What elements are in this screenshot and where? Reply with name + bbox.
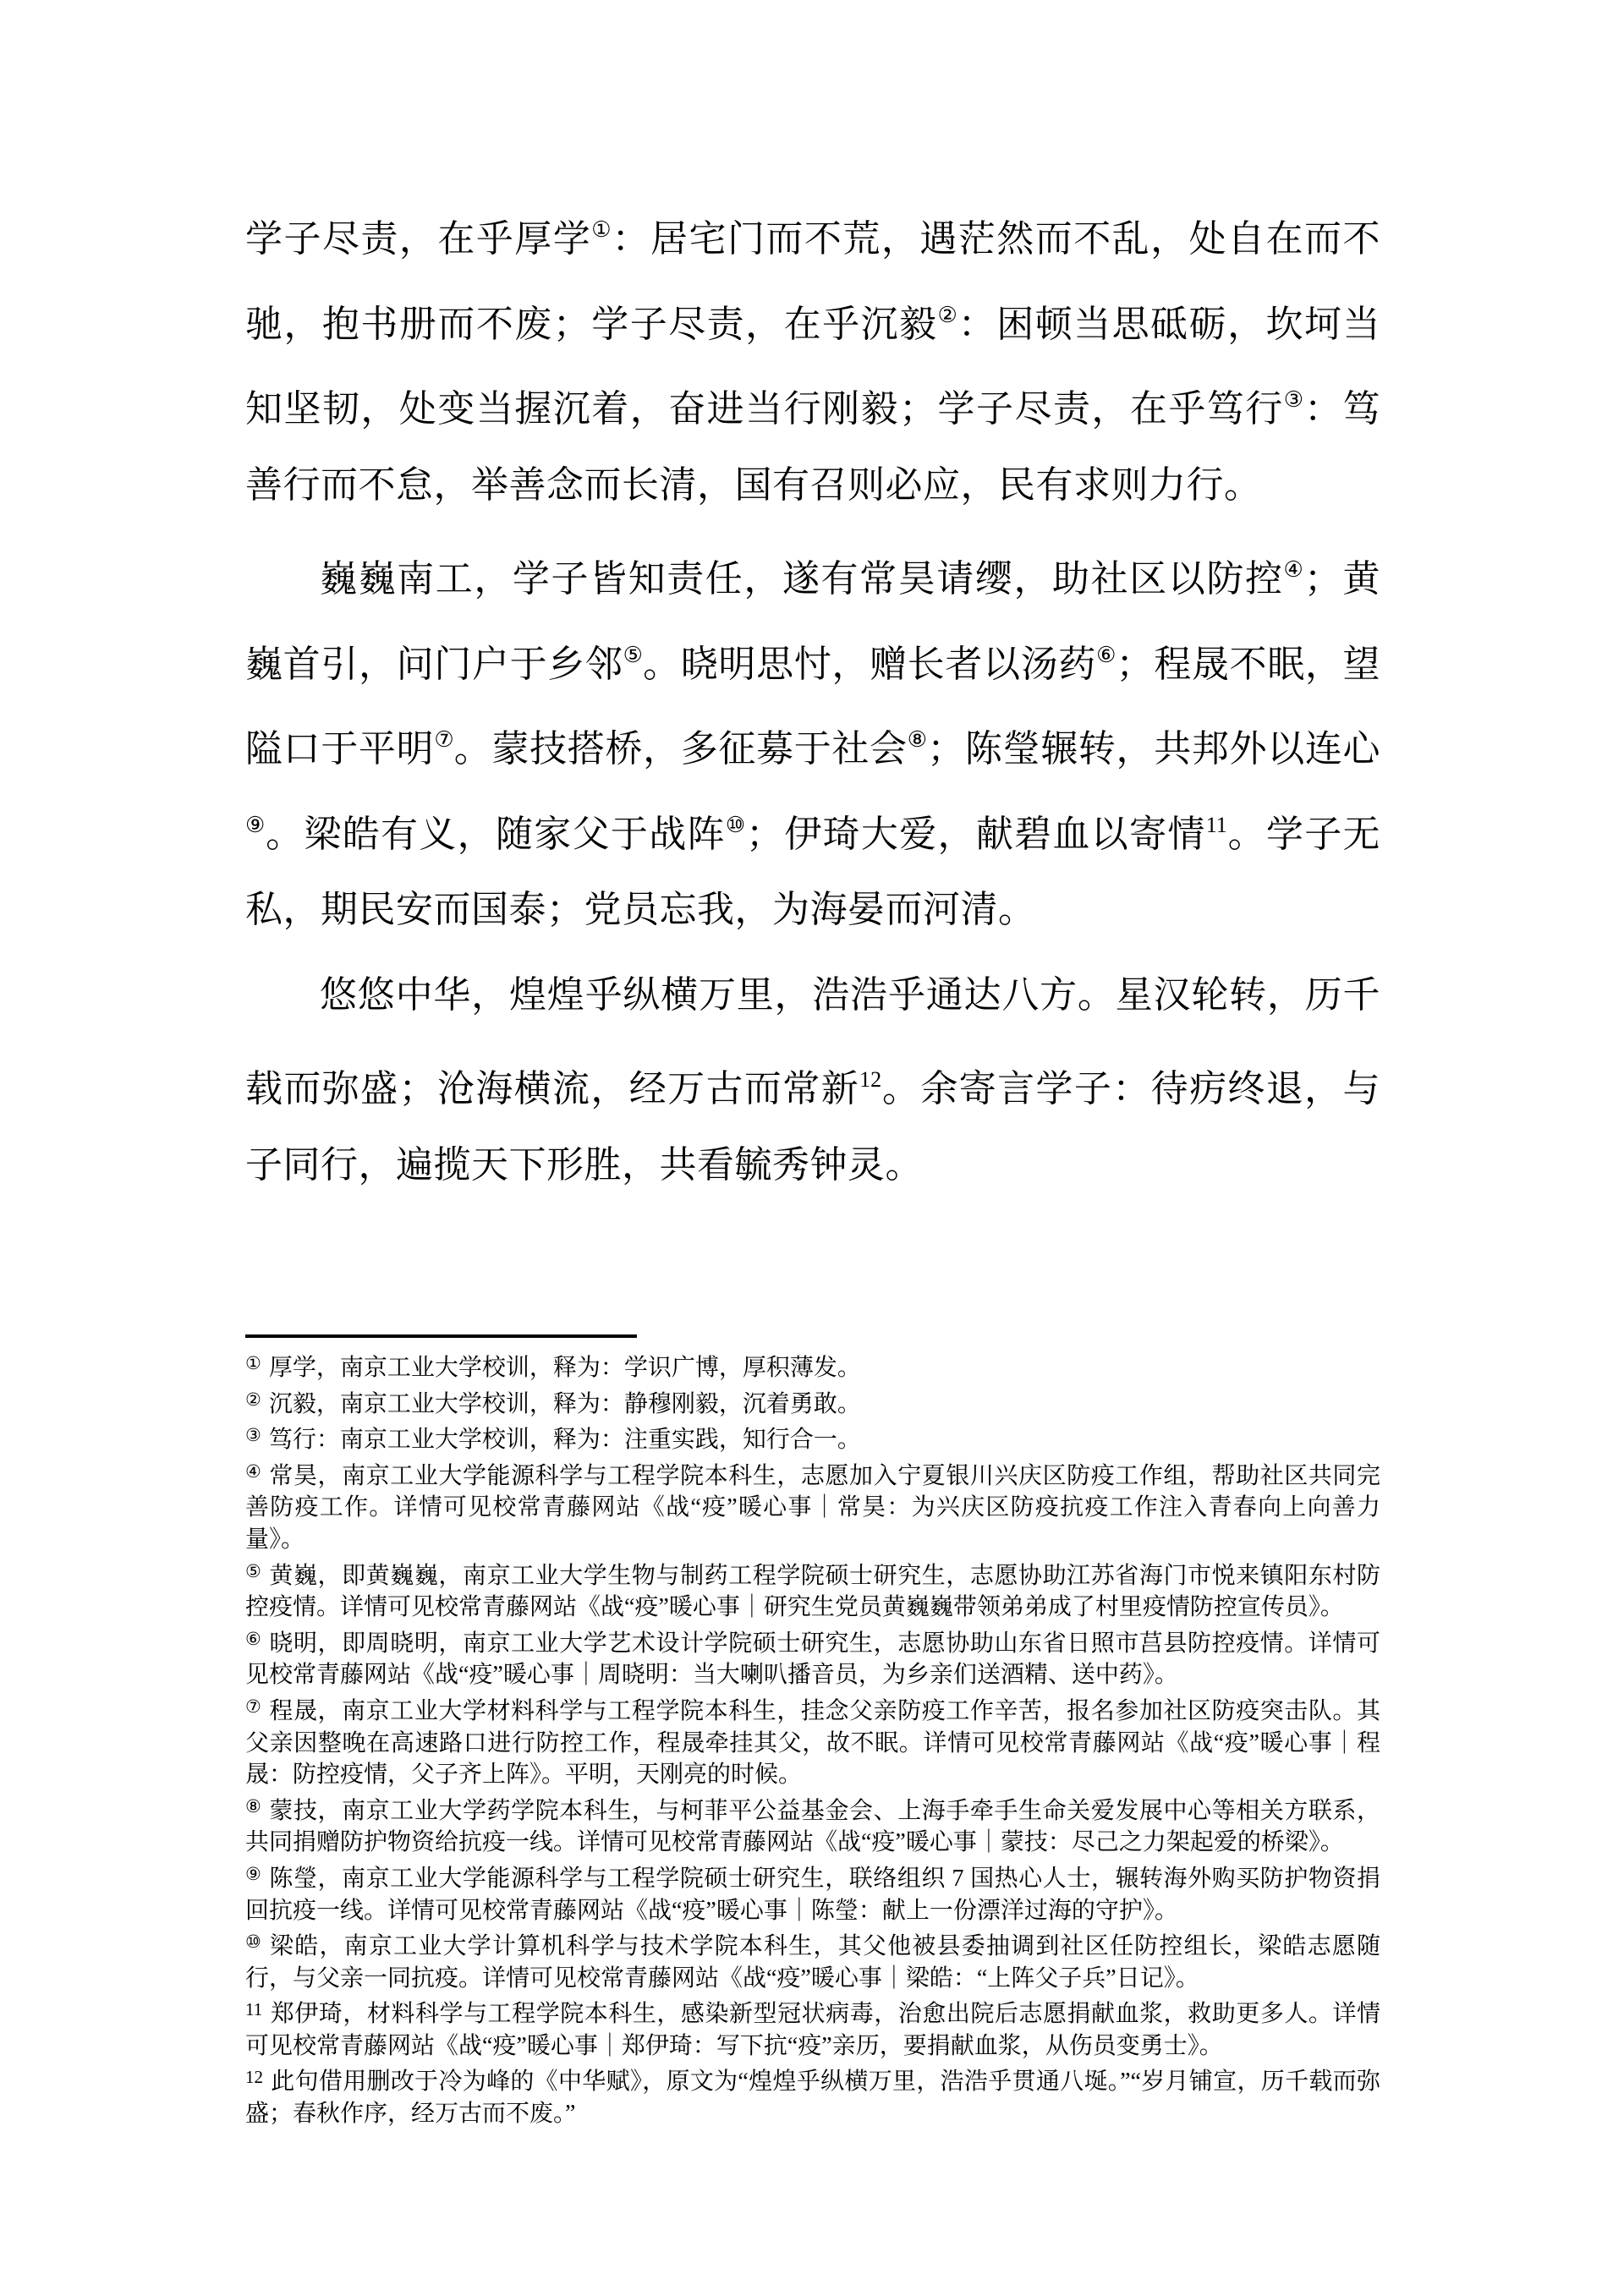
body-text-segment: 载而弥盛；沧海横流，经万古而常新 bbox=[245, 1068, 860, 1110]
footnote-reference-superscript: ③ bbox=[1283, 387, 1305, 412]
body-text-segment: ：困顿当思砥砺，坎坷当 bbox=[957, 303, 1380, 345]
body-text-segment: 。蒙技搭桥，多征募于社会 bbox=[453, 728, 908, 770]
body-line bbox=[245, 443, 1380, 529]
body-line bbox=[245, 868, 1380, 953]
footnote-marker: 11 bbox=[245, 1999, 263, 2020]
footnote-reference-superscript: ⑨ bbox=[245, 812, 266, 837]
footnote-marker: ⑥ bbox=[245, 1628, 262, 1649]
body-text-segment: ：居宅门而不荒，遇茫然而不乱，处自在而不 bbox=[612, 218, 1380, 260]
footnote-item bbox=[245, 1420, 1380, 1456]
footnote-marker: ③ bbox=[245, 1425, 261, 1446]
body-line bbox=[245, 783, 1380, 869]
footnote-marker: ⑦ bbox=[245, 1696, 262, 1717]
footnote-text: 笃行：南京工业大学校训，释为：注重实践，知行合一。 bbox=[268, 1427, 861, 1454]
footnote-text: 郑伊琦，材料科学与工程学院本科生，感染新型冠状病毒，治愈出院后志愿捐献血浆，救助更多人。详情可见校常青藤网站《战“疫”暖心事｜郑伊琦：写下抗“疫”亲历，要捐献血浆，从伤员变勇士》。 bbox=[245, 2001, 1380, 2059]
body-text-segment: 。余寄言学子：待疠终退，与 bbox=[881, 1068, 1380, 1110]
body-text-segment: 。晓明思忖，赠长者以汤药 bbox=[643, 643, 1097, 685]
footnote-item bbox=[245, 1691, 1380, 1791]
footnote-item bbox=[245, 1859, 1380, 1926]
body-line bbox=[245, 273, 1380, 359]
body-text-segment: 善行而不怠，举善念而长清，国有召则必应，民有求则力行。 bbox=[245, 463, 1262, 506]
footnote-text: 沉毅，南京工业大学校训，释为：静穆刚毅，沉着勇敢。 bbox=[268, 1390, 861, 1417]
body-line bbox=[245, 613, 1380, 699]
body-text-segment: 。梁皓有义，随家父于战阵 bbox=[266, 813, 726, 855]
body-text-segment: 巍巍南工，学子皆知责任，遂有常昊请缨，助社区以防控 bbox=[320, 558, 1284, 600]
footnote-text: 厚学，南京工业大学校训，释为：学识广博，厚积薄发。 bbox=[268, 1355, 861, 1381]
footnote-text: 黄巍，即黄巍巍，南京工业大学生物与制药工程学院硕士研究生，志愿协助江苏省海门市悦来镇阳东村防控疫情。详情可见校常青藤网站《战“疫”暖心事｜研究生党员黄巍巍带领弟弟成了村里疫情防控宣传员》。 bbox=[245, 1562, 1380, 1621]
footnote-reference-superscript: ⑤ bbox=[623, 642, 644, 667]
footnote-reference-superscript: 11 bbox=[1205, 812, 1227, 837]
body-text-segment: 子同行，遍揽天下形胜，共看毓秀钟灵。 bbox=[245, 1143, 923, 1186]
footnote-reference-superscript: ① bbox=[591, 217, 612, 242]
body-text-segment: ；陈瑩辗转，共邦外以连心 bbox=[927, 728, 1380, 770]
footnote-reference-superscript: ⑧ bbox=[907, 727, 928, 752]
footnote-marker: ④ bbox=[245, 1460, 262, 1482]
footnote-marker: ⑤ bbox=[245, 1560, 262, 1581]
footnote-item bbox=[245, 1556, 1380, 1624]
footnote-reference-superscript: ② bbox=[937, 302, 958, 327]
footnote-item bbox=[245, 1791, 1380, 1859]
footnote-reference-superscript: ⑩ bbox=[725, 812, 746, 837]
footnote-marker: ① bbox=[245, 1353, 261, 1373]
footnote-item bbox=[245, 1384, 1380, 1421]
body-text-segment: 巍首引，问门户于乡邻 bbox=[245, 643, 623, 685]
footnote-text: 程晟，南京工业大学材料科学与工程学院本科生，挂念父亲防疫工作辛苦，报名参加社区防疫突击队。其父亲因整晚在高速路口进行防控工作，程晟牵挂其父，故不眠。详情可见校常青藤网站《战“疫”暖心事｜程晟：防控疫情，父子齐上阵》。平明，天刚亮的时候。 bbox=[245, 1697, 1380, 1789]
footnote-text: 陈瑩，南京工业大学能源科学与工程学院硕士研究生，联络组织 7 国热心人士，辗转海外购买防护物资捐回抗疫一线。详情可见校常青藤网站《战“疫”暖心事｜陈瑩：献上一份漂洋过海的守护》。 bbox=[245, 1865, 1380, 1924]
footnote-item bbox=[245, 2062, 1380, 2129]
footnote-text: 常昊，南京工业大学能源科学与工程学院本科生，志愿加入宁夏银川兴庆区防疫工作组，帮助社区共同完善防疫工作。详情可见校常青藤网站《战“疫”暖心事｜常昊：为兴庆区防疫抗疫工作注入青春向上向善力量》。 bbox=[245, 1462, 1380, 1553]
body-line bbox=[245, 188, 1380, 273]
body-text-segment: 私，期民安而国泰；党员忘我，为海晏而河清。 bbox=[245, 889, 1036, 930]
body-text-segment: 驰，抱书册而不废；学子尽责，在乎沉毅 bbox=[245, 303, 938, 345]
body-text-segment: ；程晟不眠，望 bbox=[1116, 643, 1380, 685]
footnote-item bbox=[245, 1926, 1380, 1994]
footnote-item bbox=[245, 1624, 1380, 1691]
body-line bbox=[245, 358, 1380, 443]
footnote-marker: ⑨ bbox=[245, 1863, 262, 1884]
body-text-segment: 。学子无 bbox=[1226, 813, 1380, 855]
body-text-segment: 知坚韧，处变当握沉着，奋进当行刚毅；学子尽责，在乎笃行 bbox=[245, 388, 1284, 430]
body-text-segment: ；黄 bbox=[1303, 558, 1380, 600]
essay-body bbox=[245, 188, 1380, 1208]
body-line bbox=[245, 1123, 1380, 1208]
footnote-marker: ⑧ bbox=[245, 1795, 262, 1817]
footnote-text: 蒙技，南京工业大学药学院本科生，与柯菲平公益基金会、上海手牵手生命关爱发展中心等相关方联系，共同捐赠防护物资给抗疫一线。详情可见校常青藤网站《战“疫”暖心事｜蒙技：尽己之力架起爱的桥梁》。 bbox=[245, 1797, 1380, 1856]
footnote-text: 梁皓，南京工业大学计算机科学与技术学院本科生，其父他被县委抽调到社区任防控组长，梁皓志愿随行，与父亲一同抗疫。详情可见校常青藤网站《战“疫”暖心事｜梁皓：“上阵父子兵”日记》。 bbox=[245, 1933, 1380, 1992]
footnote-marker: 12 bbox=[245, 2067, 263, 2088]
footnotes-section bbox=[245, 1348, 1380, 2130]
body-line bbox=[245, 953, 1380, 1038]
footnote-item bbox=[245, 1456, 1380, 1556]
footnote-marker: ⑩ bbox=[245, 1932, 263, 1953]
body-line bbox=[245, 1038, 1380, 1123]
body-text-segment: ：笃 bbox=[1304, 388, 1380, 430]
footnote-separator bbox=[245, 1334, 637, 1338]
body-text-segment: 悠悠中华，煌煌乎纵横万里，浩浩乎通达八方。星汉轮转，历千 bbox=[320, 973, 1380, 1016]
body-line bbox=[245, 698, 1380, 783]
footnote-item bbox=[245, 1348, 1380, 1384]
footnote-item bbox=[245, 1994, 1380, 2062]
body-line bbox=[245, 528, 1380, 613]
footnote-reference-superscript: 12 bbox=[859, 1067, 882, 1092]
footnote-text: 此句借用删改于冷为峰的《中华赋》，原文为“煌煌乎纵横万里，浩浩乎贯通八埏。”“岁月铺宣，历千载而弥盛；春秋作序，经万古而不废。” bbox=[245, 2069, 1380, 2128]
footnote-text: 晓明，即周晓明，南京工业大学艺术设计学院硕士研究生，志愿协助山东省日照市莒县防控疫情。详情可见校常青藤网站《战“疫”暖心事｜周晓明：当大喇叭播音员，为乡亲们送酒精、送中药》。 bbox=[245, 1630, 1380, 1689]
body-text-segment: 隘口于平明 bbox=[245, 728, 435, 770]
footnote-reference-superscript: ④ bbox=[1283, 557, 1304, 582]
footnote-reference-superscript: ⑥ bbox=[1096, 642, 1116, 667]
footnote-marker: ② bbox=[245, 1389, 261, 1410]
footnote-reference-superscript: ⑦ bbox=[434, 727, 454, 752]
body-text-segment: ；伊琦大爱，献碧血以寄情 bbox=[745, 813, 1206, 855]
body-text-segment: 学子尽责，在乎厚学 bbox=[245, 218, 592, 260]
